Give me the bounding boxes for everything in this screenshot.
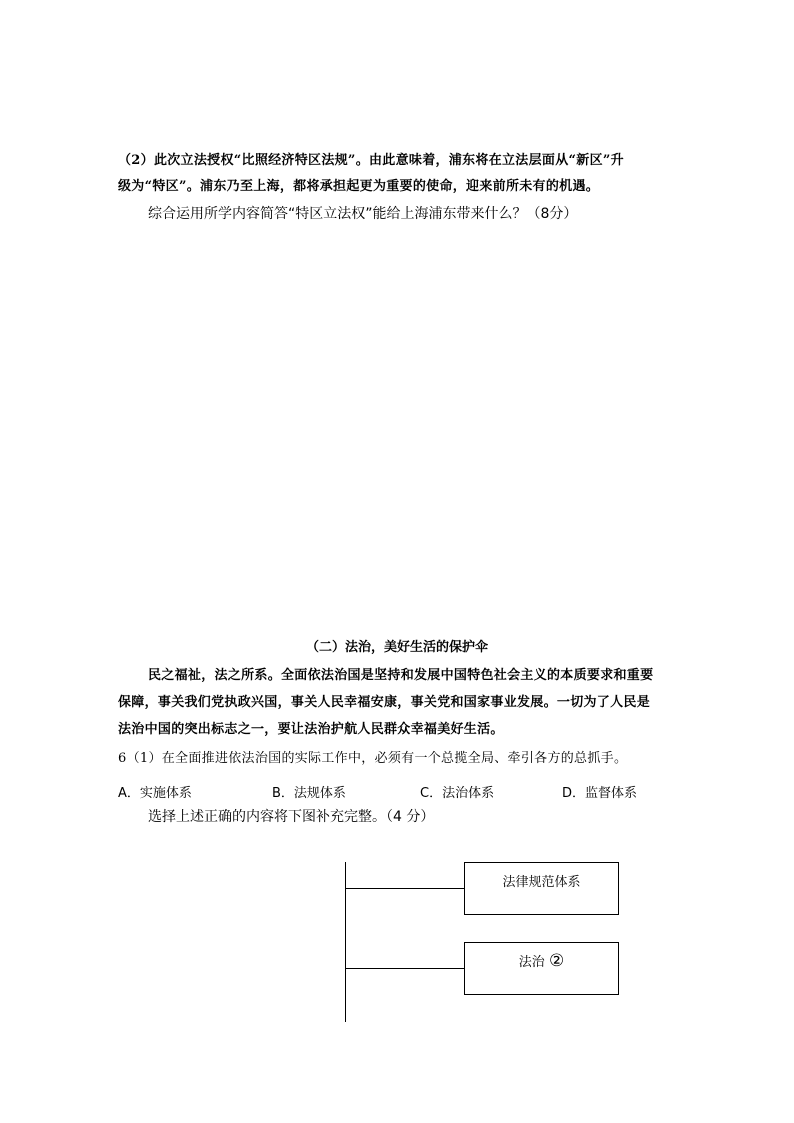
diagram-box-2-prefix: 法治	[518, 955, 545, 970]
q2-line-2: 级为“特区”。浦东乃至上海，都将承担起更为重要的使命，迎来前所未有的机遇。	[118, 179, 600, 194]
blank-marker-2: ②	[548, 951, 565, 971]
q6-stem: 6（1）在全面推进依法治国的实际工作中，必须有一个总揽全局、牵引各方的总抓手。	[118, 751, 628, 766]
diagram-trunk-line	[345, 862, 346, 1022]
option-d: D．监督体系	[562, 786, 638, 801]
diagram-box-1-label: 法律规范体系	[502, 875, 581, 890]
diagram-branch-line-1	[345, 888, 464, 889]
section-para-line-2: 保障，事关我们党执政兴国，事关人民幸福安康，事关党和国家事业发展。一切为了人民是	[118, 695, 651, 710]
option-b: B．法规体系	[272, 786, 346, 801]
section-para-line-3: 法治中国的突出标志之一，要让法治护航人民群众幸福美好生活。	[118, 722, 504, 737]
option-c: C．法治体系	[420, 786, 495, 801]
diagram-branch-line-2	[345, 968, 464, 969]
diagram-box-2-label	[465, 951, 618, 971]
section-para-line-1: 民之福祉，法之所系。全面依法治国是坚持和发展中国特色社会主义的本质要求和重要	[148, 668, 654, 683]
option-a: A．实施体系	[118, 786, 192, 801]
q6-instruction: 选择上述正确的内容将下图补充完整。（4 分）	[148, 809, 435, 825]
section-heading: （二）法治，美好生活的保护伞	[305, 640, 488, 655]
q2-line-1: （2）此次立法授权“比照经济特区法规”。由此意味着，浦东将在立法层面从“新区”升	[118, 153, 624, 168]
q2-prompt: 综合运用所学内容简答“特区立法权”能给上海浦东带来什么？（8分）	[148, 206, 578, 222]
diagram-box-legal-norms	[464, 862, 619, 915]
diagram-box-blank-2	[464, 942, 619, 995]
